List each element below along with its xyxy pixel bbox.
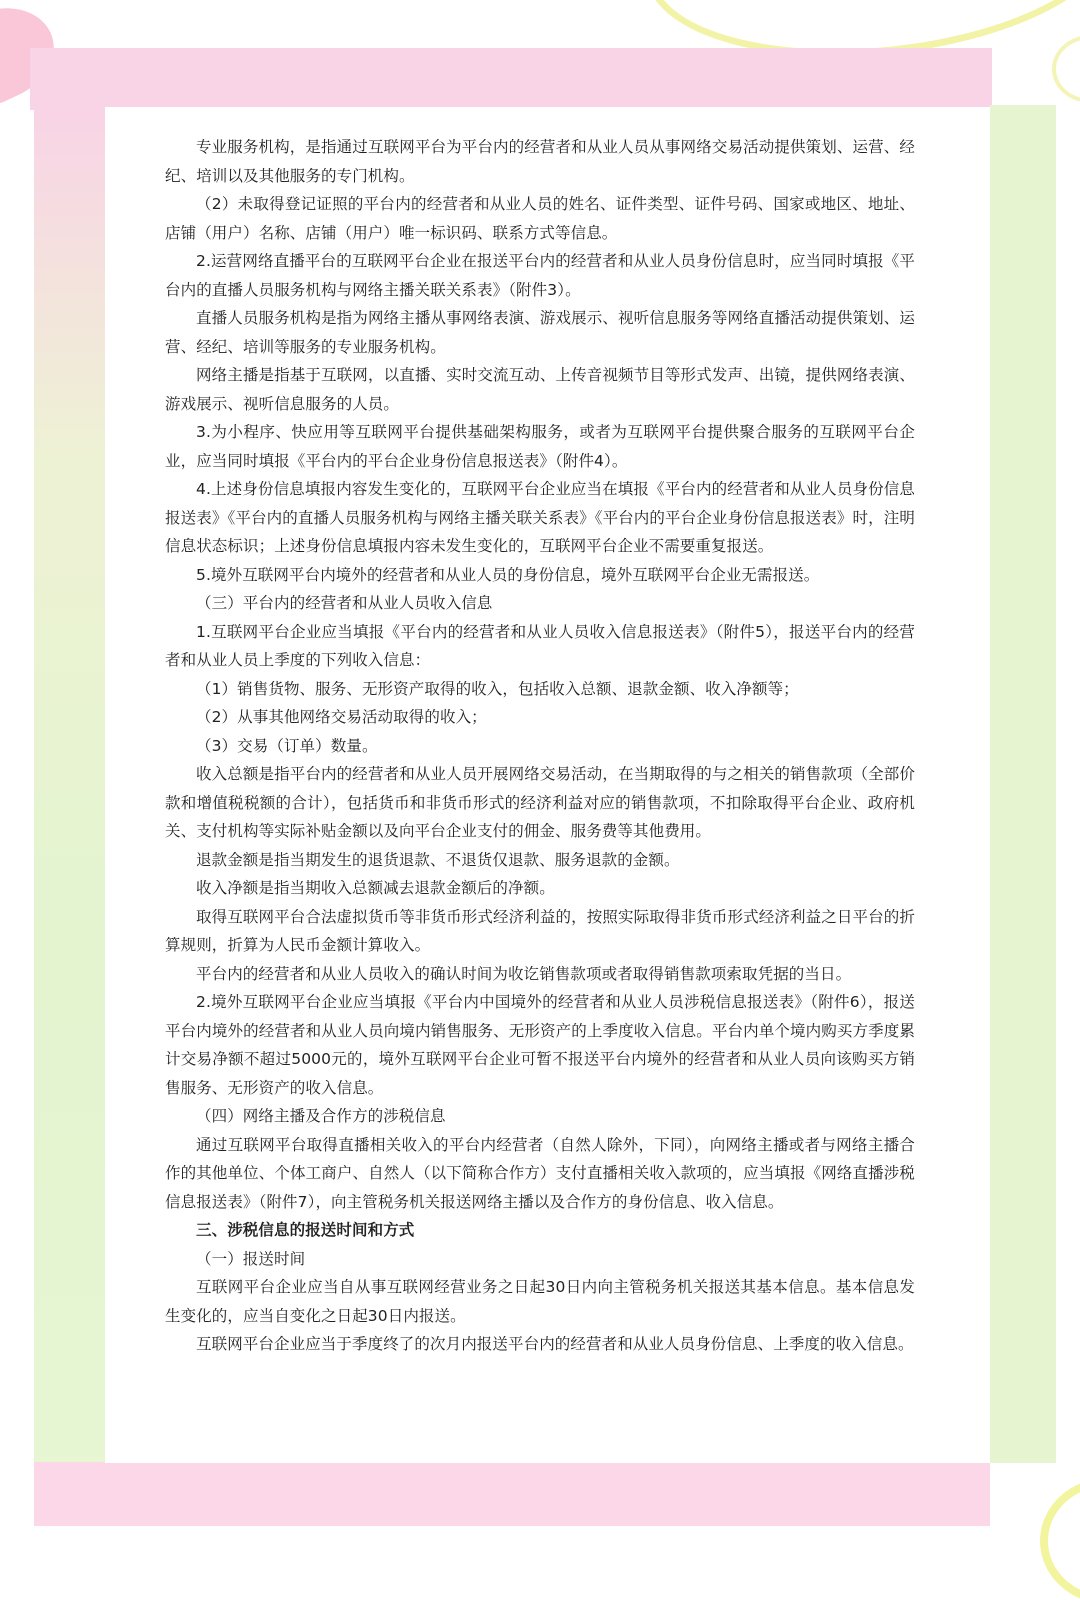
decorative-yellow-curve-bottom: [1040, 1478, 1080, 1604]
paragraph: 3.为小程序、快应用等互联网平台提供基础架构服务，或者为互联网平台提供聚合服务的互联网平台企业，应当同时填报《平台内的平台企业身份信息报送表》（附件4）。: [165, 423, 915, 470]
paragraph: 互联网平台企业应当自从事互联网经营业务之日起30日内向主管税务机关报送其基本信息。基本信息发生变化的，应当自变化之日起30日内报送。: [165, 1278, 915, 1325]
paragraph: 取得互联网平台合法虚拟货币等非货币形式经济利益的，按照实际取得非货币形式经济利益之日平台的折算规则，折算为人民币金额计算收入。: [165, 907, 915, 954]
paragraph: 退款金额是指当期发生的退货退款、不退货仅退款、服务退款的金额。: [196, 850, 680, 869]
frame-band-bottom: [34, 1462, 990, 1526]
paragraph: 平台内的经营者和从业人员收入的确认时间为收讫销售款项或者取得销售款项索取凭据的当日。: [196, 964, 852, 983]
paragraph: 2.境外互联网平台企业应当填报《平台内中国境外的经营者和从业人员涉税信息报送表》（附件6），报送平台内境外的经营者和从业人员向境内销售服务、无形资产的上季度收入信息。平台内单个境内购买方季度累计交易净额不超过5000元的，境外互联网平台企业可暂不报送平台内境外的经营者和从业人员向该购买方销售服务、无形资产的收入信息。: [165, 993, 915, 1097]
paragraph: （四）网络主播及合作方的涉税信息: [196, 1107, 446, 1125]
paragraph: 4.上述身份信息填报内容发生变化的，互联网平台企业应当在填报《平台内的经营者和从业人员身份信息报送表》《平台内的直播人员服务机构与网络主播关联关系表》《平台内的平台企业身份信息报送表》时，注明信息状态标识；上述身份信息填报内容未发生变化的，互联网平台企业不需要重复报送。: [165, 480, 915, 555]
paragraph: 1.互联网平台企业应当填报《平台内的经营者和从业人员收入信息报送表》（附件5），报送平台内的经营者和从业人员上季度的下列收入信息：: [165, 622, 915, 669]
document-body: [165, 133, 915, 1359]
paragraph: 2.运营网络直播平台的互联网平台企业在报送平台内的经营者和从业人员身份信息时，应当同时填报《平台内的直播人员服务机构与网络主播关联关系表》（附件3）。: [165, 252, 915, 299]
paragraph: （三）平台内的经营者和从业人员收入信息: [196, 594, 493, 612]
paragraph: 专业服务机构，是指通过互联网平台为平台内的经营者和从业人员从事网络交易活动提供策划、运营、经纪、培训以及其他服务的专门机构。: [165, 138, 915, 185]
paragraph: （一）报送时间: [196, 1249, 306, 1268]
paragraph: 互联网平台企业应当于季度终了的次月内报送平台内的经营者和从业人员身份信息、上季度的收入信息。: [196, 1335, 914, 1353]
paragraph: 直播人员服务机构是指为网络主播从事网络表演、游戏展示、视听信息服务等网络直播活动提供策划、运营、经纪、培训等服务的专业服务机构。: [165, 309, 915, 356]
paragraph: 网络主播是指基于互联网，以直播、实时交流互动、上传音视频节目等形式发声、出镜，提供网络表演、游戏展示、视听信息服务的人员。: [165, 366, 915, 413]
section-heading: 三、涉税信息的报送时间和方式: [196, 1221, 415, 1239]
frame-band-top: [30, 48, 992, 110]
paragraph: （3）交易（订单）数量。: [196, 736, 378, 755]
frame-band-left: [34, 105, 106, 1526]
paragraph: （2）从事其他网络交易活动取得的收入；: [196, 708, 487, 726]
paragraph: 通过互联网平台取得直播相关收入的平台内经营者（自然人除外，下同），向网络主播或者与网络主播合作的其他单位、个体工商户、自然人（以下简称合作方）支付直播相关收入款项的，应当填报《网络直播涉税信息报送表》（附件7），向主管税务机关报送网络主播以及合作方的身份信息、收入信息。: [165, 1135, 915, 1211]
frame-band-right: [990, 105, 1056, 1463]
decorative-yellow-curve-small: [1052, 35, 1080, 103]
paragraph: （2）未取得登记证照的平台内的经营者和从业人员的姓名、证件类型、证件号码、国家或地区、地址、店铺（用户）名称、店铺（用户）唯一标识码、联系方式等信息。: [165, 195, 915, 242]
paragraph: 收入净额是指当期收入总额减去退款金额后的净额。: [196, 879, 555, 897]
paragraph: 5.境外互联网平台内境外的经营者和从业人员的身份信息，境外互联网平台企业无需报送。: [196, 565, 820, 584]
paragraph: （1）销售货物、服务、无形资产取得的收入，包括收入总额、退款金额、收入净额等；: [196, 679, 799, 698]
paragraph: 收入总额是指平台内的经营者和从业人员开展网络交易活动，在当期取得的与之相关的销售款项（全部价款和增值税税额的合计），包括货币和非货币形式的经济利益对应的销售款项，不扣除取得平台企业、政府机关、支付机构等实际补贴金额以及向平台企业支付的佣金、服务费等其他费用。: [165, 765, 915, 840]
